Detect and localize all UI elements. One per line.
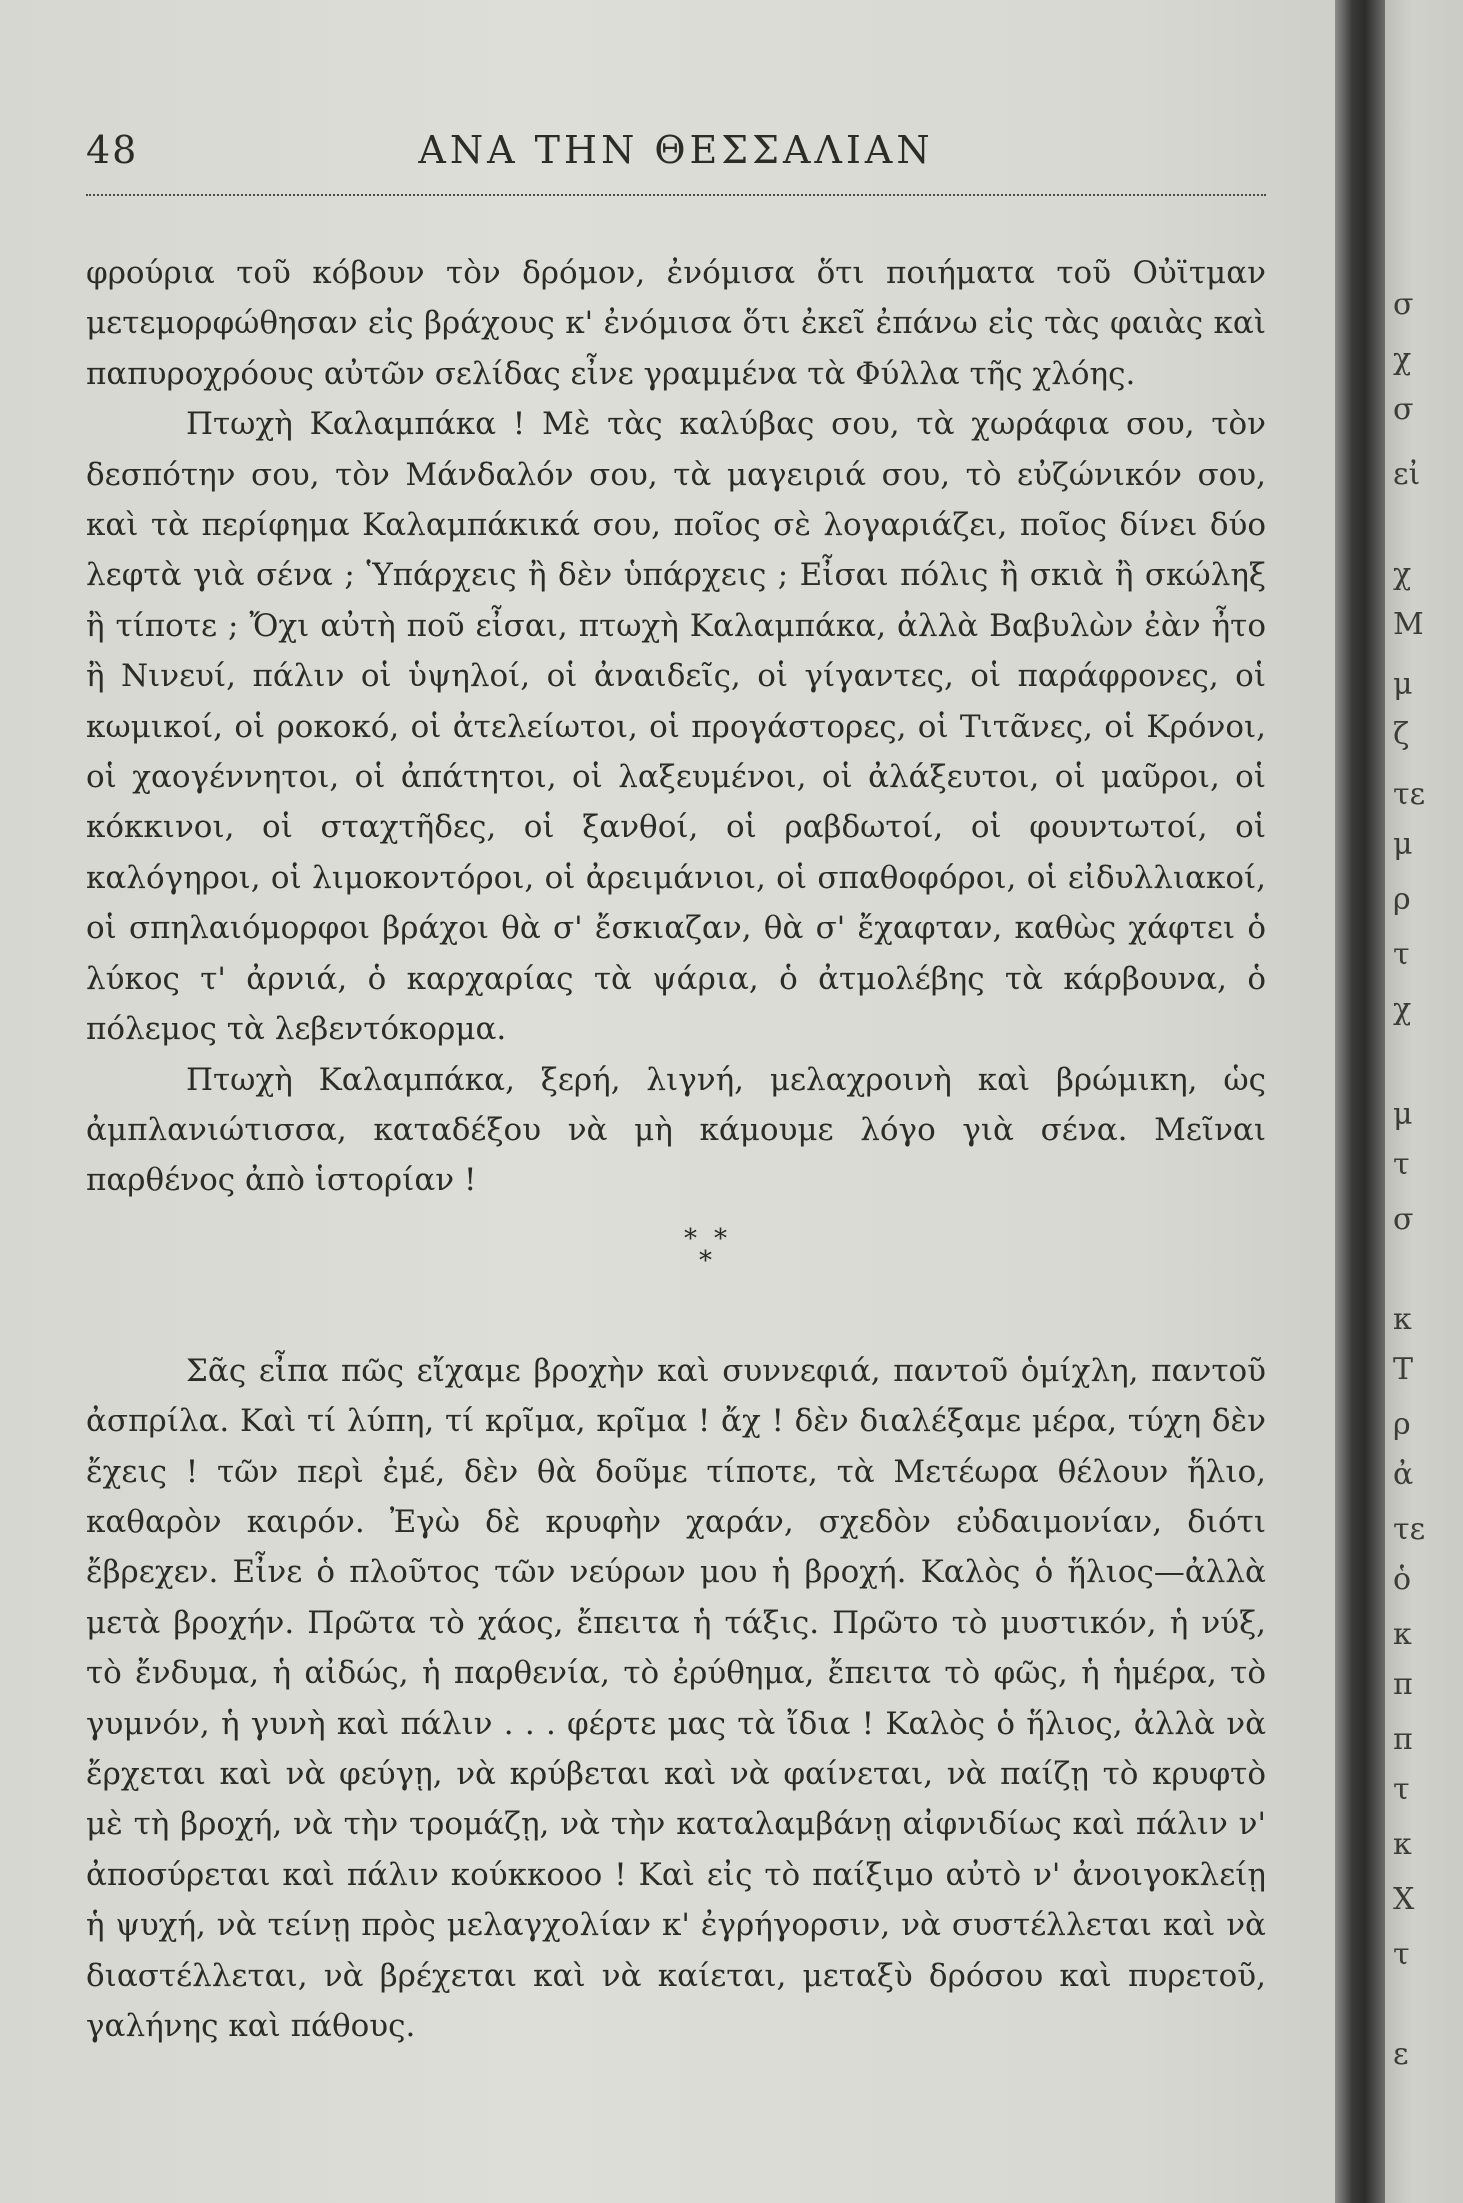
facing-text-fragment: μ xyxy=(1393,667,1413,702)
body-text xyxy=(86,248,1266,2051)
facing-text-fragment: χ xyxy=(1393,557,1412,592)
facing-text-fragment: χ xyxy=(1393,992,1412,1027)
asterism-star: * xyxy=(699,1245,712,1276)
facing-text-fragment: τ xyxy=(1393,1147,1410,1182)
facing-text-fragment: μ xyxy=(1393,827,1413,862)
facing-text-fragment: τε xyxy=(1393,1512,1426,1547)
asterism xyxy=(86,1206,1266,1346)
facing-text-fragment: κ xyxy=(1393,1302,1412,1337)
facing-text-fragment: Μ xyxy=(1393,607,1424,642)
header-rule xyxy=(86,194,1266,196)
paragraph: φρούρια τοῦ κόβουν τὸν δρόμον, ἐνόμισα ὅτι ποιήματα τοῦ Οὐϊτμαν μετεμορφώθησαν εἰς βράχους κ' ἐνόμισα ὅτι ἐκεῖ ἐπάνω εἰς τὰς φαιὰς καὶ παπυροχρόους αὐτῶν σελίδας εἶνε γραμμένα τὰ Φύλλα τῆς χλόης. xyxy=(86,255,1266,392)
facing-text-fragment: τε xyxy=(1393,777,1426,812)
facing-text-fragment: μ xyxy=(1393,1097,1413,1132)
facing-text-fragment: ρ xyxy=(1393,1407,1411,1442)
facing-text-fragment: κ xyxy=(1393,1827,1412,1862)
page-header xyxy=(86,128,1266,188)
facing-text-fragment: εἰ xyxy=(1393,457,1421,492)
asterism-star: * xyxy=(714,1223,727,1254)
paragraph: Πτωχὴ Καλαμπάκα ! Μὲ τὰς καλύβας σου, τὰ χωράφια σου, τὸν δεσπότην σου, τὸν Μάνδαλόν σου, τὰ μαγειριά σου, τὸ εὐζώνικόν σου, καὶ τὰ περίφημα Καλαμπάκικά σου, ποῖος σὲ λογαριάζει, ποῖος δίνει δύο λεφτὰ γιὰ σένα ; Ὑπάρχεις ἢ δὲν ὑπάρχεις ; Εἶσαι πόλις ἢ σκιὰ ἢ σκώληξ ἢ τίποτε ; Ὄχι αὐτὴ ποῦ εἶσαι, πτωχὴ Καλαμπάκα, ἀλλὰ Βαβυλὼν ἐὰν ἦτο ἢ Νινευί, πάλιν οἱ ὑψηλοί, οἱ ἀναιδεῖς, οἱ γίγαντες, οἱ παράφρονες, οἱ κωμικοί, οἱ ροκοκό, οἱ ἀτελείωτοι, οἱ προγάστορες, οἱ Τιτᾶνες, οἱ Κρόνοι, οἱ χαογέννητοι, οἱ ἀπάτητοι, οἱ λαξευμένοι, οἱ ἀλάξευτοι, οἱ μαῦροι, οἱ κόκκινοι, οἱ σταχτῆδες, οἱ ξανθοί, οἱ ραβδωτοί, οἱ φουντωτοί, οἱ καλόγηροι, οἱ λιμοκοντόροι, οἱ ἀρειμάνιοι, οἱ σπαθοφόροι, οἱ εἰδυλλιακοί, οἱ σπηλαιόμορφοι βράχοι θὰ σ' ἔσκιαζαν, θὰ σ' ἔχαφταν, καθὼς χάφτει ὁ λύκος τ' ἀρνιά, ὁ καρχαρίας τὰ ψάρια, ὁ ἀτμολέβης τὰ κάρβουνα, ὁ πόλεμος τὰ λεβεντόκορμα. xyxy=(86,406,1266,1048)
facing-text-fragment: σ xyxy=(1393,287,1414,322)
facing-text-fragment: ζ xyxy=(1393,717,1410,752)
facing-text-fragment: ε xyxy=(1393,2037,1409,2072)
facing-text-fragment: κ xyxy=(1393,1617,1412,1652)
running-head: ΑΝΑ ΤΗΝ ΘΕΣΣΑΛΙΑΝ xyxy=(418,128,934,172)
facing-text-fragment: σ xyxy=(1393,1202,1414,1237)
facing-text-fragment: π xyxy=(1393,1722,1413,1757)
facing-text-fragment: τ xyxy=(1393,1772,1410,1807)
facing-text-fragment: τ xyxy=(1393,937,1410,972)
facing-text-fragment: ρ xyxy=(1393,882,1411,917)
facing-text-fragment: ὁ xyxy=(1393,1562,1412,1597)
paragraph: Πτωχὴ Καλαμπάκα, ξερή, λιγνή, μελαχροινὴ καὶ βρώμικη, ὡς ἀμπλανιώτισσα, καταδέξου νὰ μὴ κάμουμε λόγο γιὰ σένα. Μεῖναι παρθένος ἀπὸ ἱστορίαν ! xyxy=(86,1061,1266,1199)
facing-text-fragment: σ xyxy=(1393,392,1414,427)
facing-text-fragment: π xyxy=(1393,1667,1413,1702)
facing-text-fragment: Χ xyxy=(1393,1882,1415,1917)
facing-text-fragment: Τ xyxy=(1393,1352,1414,1387)
page-number: 48 xyxy=(86,128,139,172)
asterism-star: * xyxy=(684,1223,697,1254)
facing-text-fragment: τ xyxy=(1393,1937,1410,1972)
facing-page-strip xyxy=(1385,0,1463,2203)
facing-text-fragment: χ xyxy=(1393,342,1412,377)
paragraph: Σᾶς εἶπα πῶς εἴχαμε βροχὴν καὶ συννεφιά, παντοῦ ὁμίχλη, παντοῦ ἀσπρίλα. Καὶ τί λύπη, τί κρῖμα, κρῖμα ! ἄχ ! δὲν διαλέξαμε μέρα, τύχη δὲν ἔχεις ! τῶν περὶ ἐμέ, δὲν θὰ δοῦμε τίποτε, τὰ Μετέωρα θέλουν ἥλιο, καθαρὸν καιρόν. Ἐγὼ δὲ κρυφὴν χαράν, σχεδὸν εὐδαιμονίαν, διότι ἔβρεχεν. Εἶνε ὁ πλοῦτος τῶν νεύρων μου ἡ βροχή. Καλὸς ὁ ἥλιος—ἀλλὰ μετὰ βροχήν. Πρῶτα τὸ χάος, ἔπειτα ἡ τάξις. Πρῶτο τὸ μυστικόν, ἡ νύξ, τὸ ἔνδυμα, ἡ αἰδώς, ἡ παρθενία, τὸ ἐρύθημα, ἔπειτα τὸ φῶς, ἡ ἡμέρα, τὸ γυμνόν, ἡ γυνὴ καὶ πάλιν . . . φέρτε μας τὰ ἴδια ! Καλὸς ὁ ἥλιος, ἀλλὰ νὰ ἔρχεται καὶ νὰ φεύγῃ, νὰ κρύβεται καὶ νὰ φαίνεται, νὰ παίζῃ τὸ κρυφτὸ μὲ τὴ βροχή, νὰ τὴν τρομάζῃ, νὰ τὴν καταλαμβάνῃ αἰφνιδίως καὶ πάλιν ν' ἀποσύρεται καὶ πάλιν κούκκοοο ! Καὶ εἰς τὸ παίξιμο αὐτὸ ν' ἀνοιγοκλείῃ ἡ ψυχή, νὰ τείνῃ πρὸς μελαγχολίαν κ' ἐγρήγορσιν, νὰ συστέλλεται καὶ νὰ διαστέλλεται, νὰ βρέχεται καὶ νὰ καίεται, μεταξὺ δρόσου καὶ πυρετοῦ, γαλήνης καὶ πάθους. xyxy=(86,1352,1266,2044)
book-gutter xyxy=(1335,0,1385,2203)
facing-text-fragment: ἀ xyxy=(1393,1457,1414,1492)
